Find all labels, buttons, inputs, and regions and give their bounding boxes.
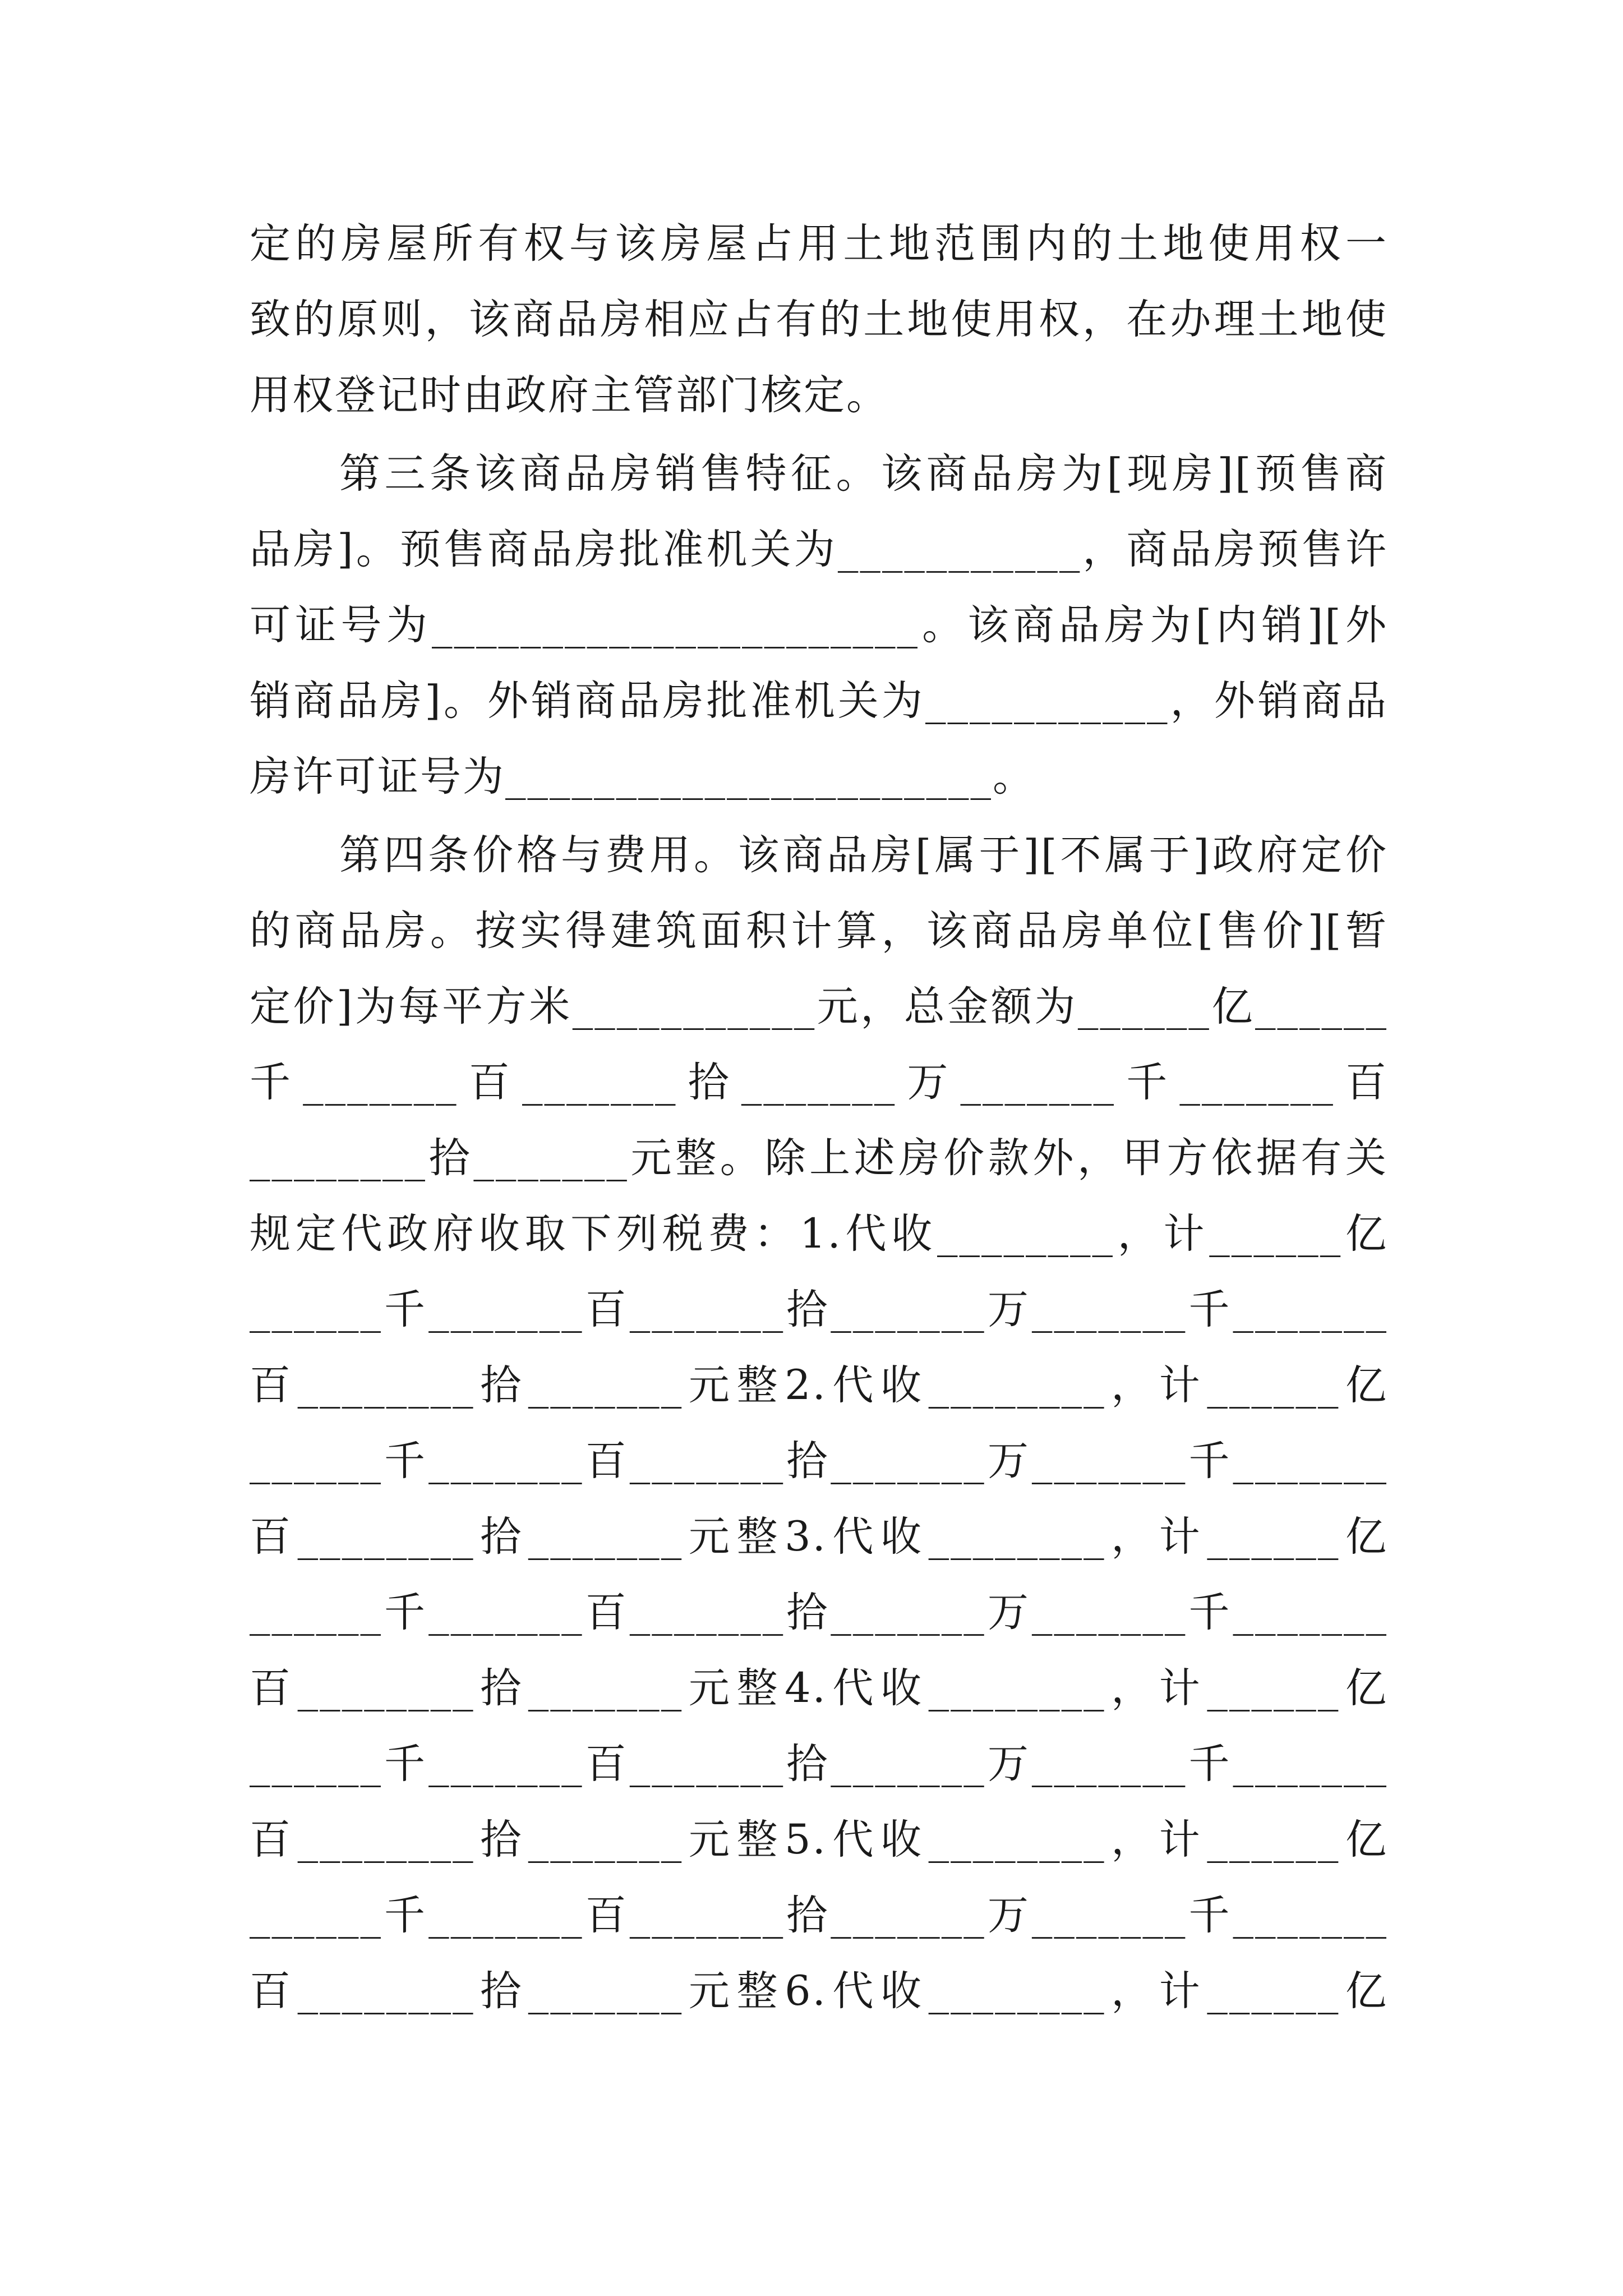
text-line: 百________拾_______元整3.代收________，计______亿 bbox=[250, 1513, 1388, 1561]
text-line: 百________拾_______元整5.代收________，计______亿 bbox=[250, 1816, 1388, 1864]
text-line: 致的原则，该商品房相应占有的土地使用权，在办理土地使 bbox=[250, 296, 1388, 343]
text-line: 规定代政府收取下列税费：1.代收________，计______亿 bbox=[250, 1210, 1388, 1258]
text-line: ______千_______百_______拾_______万_______千_______ bbox=[250, 1892, 1388, 1939]
text-line: 用权登记时由政府主管部门核定。 bbox=[250, 371, 889, 419]
text-line: 房许可证号为______________________。 bbox=[250, 753, 1035, 800]
text-line: ________拾_______元整。除上述房价款外，甲方依据有关 bbox=[250, 1134, 1388, 1182]
text-line: ______千_______百_______拾_______万_______千_______ bbox=[250, 1740, 1388, 1788]
text-line: ______千_______百_______拾_______万_______千_______ bbox=[250, 1437, 1388, 1485]
text-line: 定价]为每平方米___________元，总金额为______亿______ bbox=[250, 983, 1388, 1030]
text-line: ______千_______百_______拾_______万_______千_______ bbox=[250, 1286, 1388, 1333]
paragraph-start-article-3: 第三条该商品房销售特征。该商品房为[现房][预售商 bbox=[339, 450, 1388, 498]
text-line: 百________拾_______元整6.代收________，计______亿 bbox=[250, 1967, 1388, 2015]
text-line: 销商品房]。外销商品房批准机关为___________，外销商品 bbox=[250, 677, 1388, 725]
text-line: 百________拾_______元整2.代收________，计______亿 bbox=[250, 1361, 1388, 1409]
text-line: 品房]。预售商品房批准机关为___________，商品房预售许 bbox=[250, 526, 1388, 573]
text-line: 的商品房。按实得建筑面积计算，该商品房单位[售价][暂 bbox=[250, 907, 1388, 955]
text-line: 千_______百_______拾_______万_______千_______百 bbox=[250, 1059, 1388, 1106]
paragraph-start-article-4: 第四条价格与费用。该商品房[属于][不属于]政府定价 bbox=[339, 831, 1388, 879]
text-line: 百________拾_______元整4.代收________，计______亿 bbox=[250, 1664, 1388, 1712]
text-line: ______千_______百_______拾_______万_______千_______ bbox=[250, 1589, 1388, 1636]
text-line: 定的房屋所有权与该房屋占用土地范围内的土地使用权一 bbox=[250, 220, 1388, 268]
text-line: 可证号为______________________。该商品房为[内销][外 bbox=[250, 601, 1388, 649]
